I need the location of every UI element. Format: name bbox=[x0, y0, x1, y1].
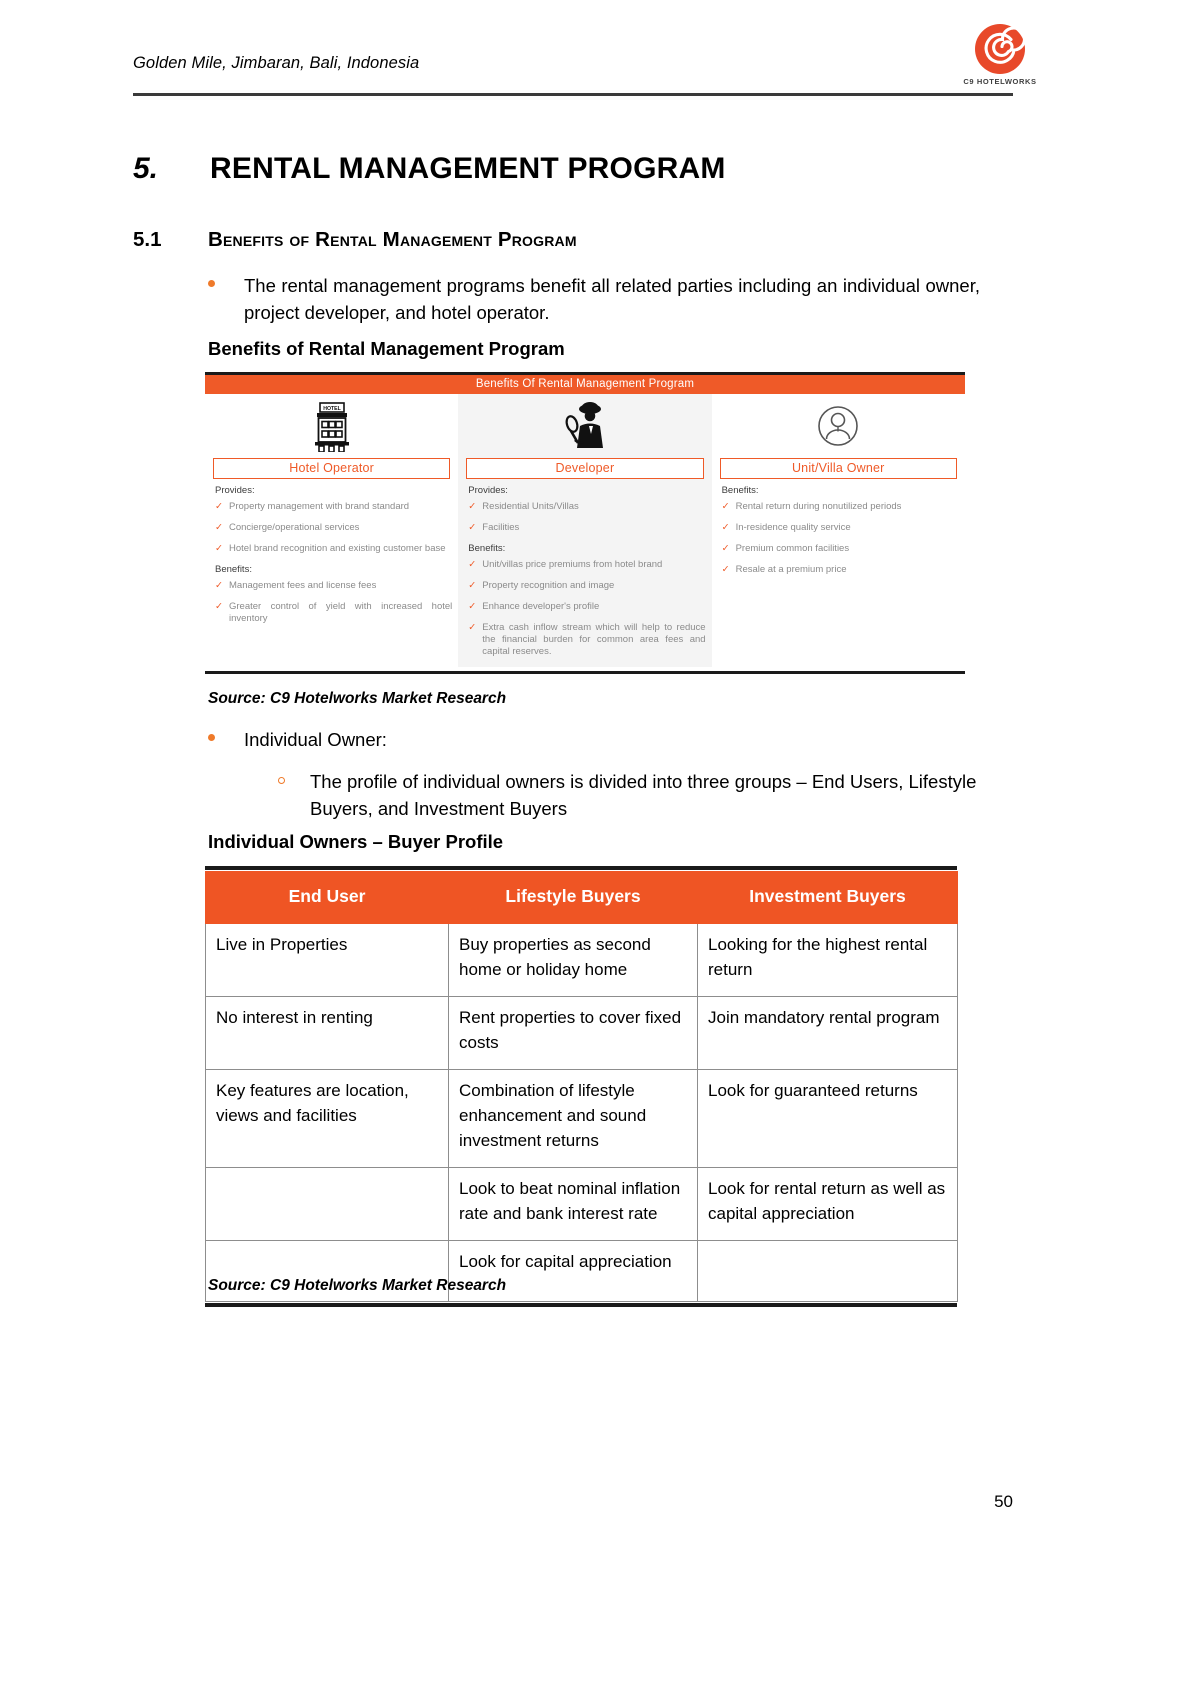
exhibit-list-item bbox=[722, 522, 959, 534]
exhibit-item-text: Rental return during nonutilized periods bbox=[735, 501, 902, 512]
group-heading: Provides: bbox=[468, 485, 508, 496]
exhibit-column-hotel-operator bbox=[205, 394, 458, 667]
exhibit-list-item bbox=[722, 543, 959, 555]
exhibit-bottom-rule bbox=[205, 671, 965, 674]
exhibit-list-item bbox=[722, 564, 959, 576]
exhibit-item-text: Facilities bbox=[482, 522, 520, 533]
exhibit-list-item bbox=[468, 580, 705, 592]
section-heading bbox=[133, 152, 1033, 186]
buyer-profile-table bbox=[205, 871, 958, 1302]
subsection-number: 5.1 bbox=[133, 228, 162, 251]
table-cell: Looking for the highest rental return bbox=[698, 924, 958, 997]
check-icon: ✓ bbox=[468, 580, 477, 591]
table-top-rule bbox=[205, 866, 957, 870]
intro-bullet bbox=[208, 272, 980, 326]
benefits-exhibit bbox=[205, 372, 965, 674]
exhibit-item-text: Property management with brand standard bbox=[229, 501, 410, 512]
check-icon: ✓ bbox=[721, 564, 730, 575]
column-header-end-user: End User bbox=[206, 872, 449, 924]
section-number: 5. bbox=[133, 152, 159, 185]
exhibit-item-text: Hotel brand recognition and existing customer base bbox=[229, 543, 446, 554]
column-header-lifestyle-buyers: Lifestyle Buyers bbox=[449, 872, 698, 924]
individual-owner-text: Individual Owner: bbox=[244, 729, 387, 750]
table-title: Individual Owners – Buyer Profile bbox=[208, 831, 504, 852]
column-header-investment-buyers: Investment Buyers bbox=[698, 872, 958, 924]
table-cell bbox=[698, 1241, 958, 1302]
owner-person-circle-icon bbox=[718, 394, 959, 454]
table-cell: No interest in renting bbox=[206, 997, 449, 1070]
check-icon: ✓ bbox=[468, 559, 477, 570]
check-icon: ✓ bbox=[468, 622, 477, 633]
subsection-title: Benefits of Rental Management Program bbox=[208, 228, 577, 251]
company-logo bbox=[955, 22, 1045, 94]
table-cell bbox=[206, 1168, 449, 1241]
exhibit-label-unit-villa-owner: Unit/Villa Owner bbox=[720, 458, 957, 479]
table-cell: Look for capital appreciation bbox=[449, 1241, 698, 1302]
check-icon: ✓ bbox=[215, 543, 223, 554]
exhibit-list-item bbox=[215, 522, 452, 534]
exhibit-list-item bbox=[215, 501, 452, 513]
table-row bbox=[206, 1168, 958, 1241]
exhibit-columns bbox=[205, 394, 965, 667]
exhibit-column-unit-villa-owner bbox=[712, 394, 965, 667]
svg-text:HOTEL: HOTEL bbox=[322, 406, 341, 412]
table-row bbox=[206, 1070, 958, 1168]
owner-profile-subbullet-text: The profile of individual owners is divided into three groups – End Users, Lifestyle Buyers, and Investment Buyers bbox=[310, 771, 977, 819]
subsection-heading bbox=[133, 228, 1033, 252]
exhibit-body bbox=[205, 375, 965, 671]
exhibit-label-hotel-operator: Hotel Operator bbox=[213, 458, 450, 479]
table-bottom-rule bbox=[205, 1303, 957, 1307]
exhibit-list-item bbox=[468, 501, 705, 513]
individual-owner-bullet bbox=[208, 726, 980, 753]
exhibit-item-text: Unit/villas price premiums from hotel brand bbox=[482, 559, 663, 570]
exhibit-list-item bbox=[468, 522, 705, 534]
table-cell: Buy properties as second home or holiday home bbox=[449, 924, 698, 997]
figure-source: Source: C9 Hotelworks Market Research bbox=[208, 690, 507, 707]
check-icon: ✓ bbox=[215, 601, 223, 612]
page-number: 50 bbox=[994, 1492, 1013, 1511]
table-cell: Combination of lifestyle enhancement and sound investment returns bbox=[449, 1070, 698, 1168]
hotel-building-icon bbox=[211, 394, 452, 454]
exhibit-list-item bbox=[215, 580, 452, 592]
header-divider bbox=[133, 93, 1013, 96]
table-header-row bbox=[206, 872, 958, 924]
exhibit-item-text: Greater control of yield with increased hotel inventory bbox=[229, 601, 453, 624]
exhibit-item-text: Extra cash inflow stream which will help to reduce the financial burden for common area fees and capital reserves. bbox=[482, 622, 706, 657]
table-row bbox=[206, 924, 958, 997]
exhibit-banner: Benefits Of Rental Management Program bbox=[205, 375, 965, 394]
table-cell: Rent properties to cover fixed costs bbox=[449, 997, 698, 1070]
owner-profile-subbullet bbox=[278, 768, 983, 822]
table-row bbox=[206, 997, 958, 1070]
exhibit-list-item bbox=[468, 559, 705, 571]
page-header bbox=[133, 40, 1037, 98]
table-source: Source: C9 Hotelworks Market Research bbox=[208, 1277, 507, 1294]
group-heading: Provides: bbox=[215, 485, 255, 496]
section-title: RENTAL MANAGEMENT PROGRAM bbox=[210, 152, 726, 185]
running-header-title: Golden Mile, Jimbaran, Bali, Indonesia bbox=[133, 54, 420, 72]
exhibit-column-developer bbox=[458, 394, 711, 667]
exhibit-list-item bbox=[215, 601, 452, 625]
exhibit-item-text: Property recognition and image bbox=[482, 580, 615, 591]
figure-title: Benefits of Rental Management Program bbox=[208, 338, 565, 359]
intro-bullet-text: The rental management programs benefit all related parties including an individual owner, project developer, and hotel operator. bbox=[244, 275, 980, 323]
exhibit-item-text: Residential Units/Villas bbox=[482, 501, 579, 512]
check-icon: ✓ bbox=[721, 501, 730, 512]
exhibit-item-text: In-residence quality service bbox=[735, 522, 851, 533]
bullet-ring-icon bbox=[278, 777, 285, 784]
group-heading: Benefits: bbox=[215, 564, 252, 575]
table-cell: Key features are location, views and facilities bbox=[206, 1070, 449, 1168]
exhibit-list-item bbox=[468, 601, 705, 613]
table-cell: Look for guaranteed returns bbox=[698, 1070, 958, 1168]
table-cell: Look to beat nominal inflation rate and bank interest rate bbox=[449, 1168, 698, 1241]
check-icon: ✓ bbox=[721, 543, 730, 554]
exhibit-list-item bbox=[468, 622, 705, 658]
developer-engineer-icon bbox=[464, 394, 705, 454]
check-icon: ✓ bbox=[468, 522, 477, 533]
table-cell: Join mandatory rental program bbox=[698, 997, 958, 1070]
bullet-dot-icon bbox=[208, 280, 215, 287]
exhibit-label-developer: Developer bbox=[466, 458, 703, 479]
exhibit-list-item bbox=[722, 501, 959, 513]
group-heading: Benefits: bbox=[468, 543, 506, 554]
exhibit-item-text: Enhance developer's profile bbox=[482, 601, 600, 612]
check-icon: ✓ bbox=[468, 601, 477, 612]
exhibit-item-text: Management fees and license fees bbox=[229, 580, 377, 591]
check-icon: ✓ bbox=[215, 580, 223, 591]
table-cell: Look for rental return as well as capital appreciation bbox=[698, 1168, 958, 1241]
check-icon: ✓ bbox=[721, 522, 730, 533]
check-icon: ✓ bbox=[468, 501, 477, 512]
group-heading: Benefits: bbox=[721, 485, 759, 496]
bullet-dot-icon bbox=[208, 734, 215, 741]
exhibit-item-text: Resale at a premium price bbox=[735, 564, 847, 575]
exhibit-item-text: Premium common facilities bbox=[735, 543, 850, 554]
exhibit-item-text: Concierge/operational services bbox=[229, 522, 360, 533]
c9-spiral-logo-icon bbox=[973, 22, 1027, 76]
logo-wordmark: C9 HOTELWORKS bbox=[963, 77, 1037, 86]
buyer-profile-table-wrap bbox=[205, 866, 957, 1307]
exhibit-list-item bbox=[215, 543, 452, 555]
check-icon: ✓ bbox=[215, 522, 223, 533]
table-cell: Live in Properties bbox=[206, 924, 449, 997]
check-icon: ✓ bbox=[215, 501, 223, 512]
